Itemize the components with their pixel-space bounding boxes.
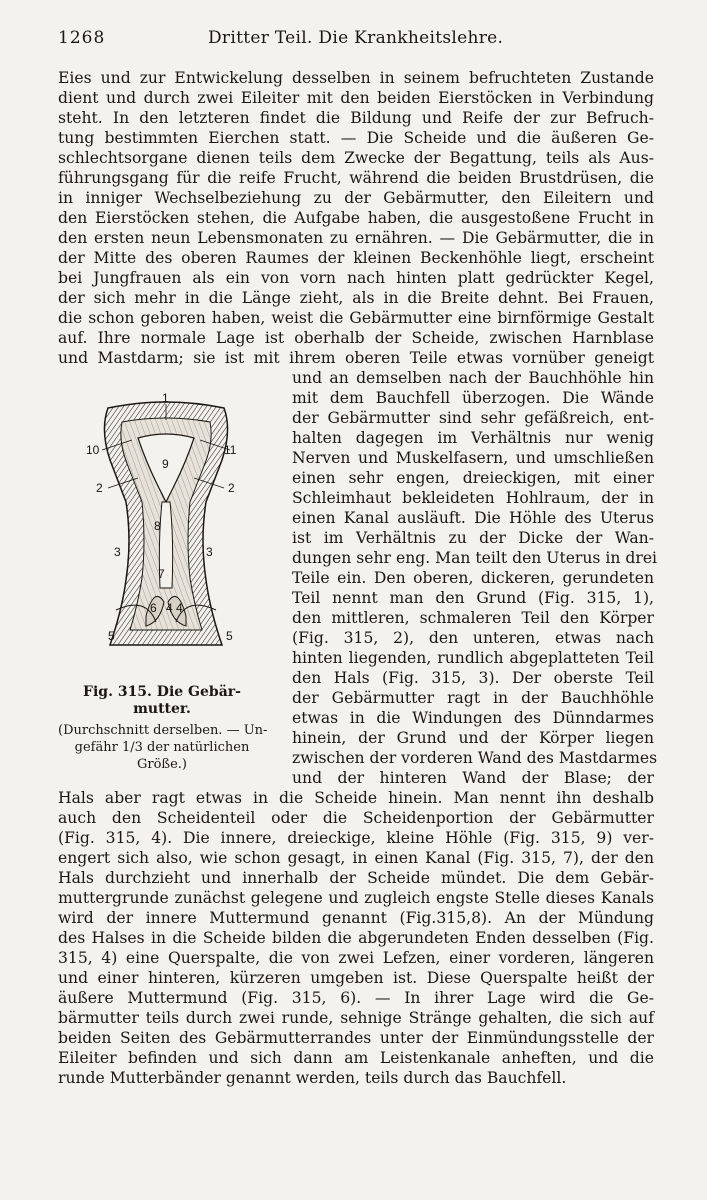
text-line: der Gebärmutter ragt in der Bauchhöhle <box>292 689 654 707</box>
text-line: hinein, der Grund und der Körper liegen <box>292 729 654 747</box>
running-title: Dritter Teil. Die Krankheitslehre. <box>208 28 504 48</box>
figure-label: 2 <box>96 481 103 495</box>
text-line: auf. Ihre normale Lage ist oberhalb der Scheide, zwischen Harnblase <box>58 329 654 347</box>
figure-label: 4 <box>176 601 183 615</box>
text-line: dungen sehr eng. Man teilt den Uterus in drei <box>292 549 658 567</box>
text-line: des Halses in die Scheide bilden die abgerundeten Enden desselben (Fig. <box>58 929 654 947</box>
text-line: einen sehr engen, dreieckigen, mit einer <box>292 469 654 487</box>
figure-caption-line: (Durchschnitt derselben. — Un- <box>58 723 268 738</box>
text-line: bärmutter teils durch zwei runde, sehnige Stränge gehalten, die sich auf <box>58 1009 654 1027</box>
figure-label: 8 <box>154 519 161 533</box>
text-line: äußere Muttermund (Fig. 315, 6). — In ihrer Lage wird die Ge- <box>58 989 654 1007</box>
text-line: muttergrunde zunächst gelegene und zugleich engste Stelle dieses Kanals <box>58 889 654 907</box>
text-line: etwas in die Windungen des Dünndarmes <box>292 709 654 727</box>
text-line: Hals durchzieht und innerhalb der Scheide mündet. Die dem Gebär- <box>58 869 654 887</box>
text-line: dient und durch zwei Eileiter mit den beiden Eierstöcken in Verbindung <box>58 89 654 107</box>
text-line: der Gebärmutter sind sehr gefäßreich, ent- <box>292 409 654 427</box>
figure-caption-title: mutter. <box>133 701 191 717</box>
text-line: Teile ein. Den oberen, dickeren, gerundeten <box>292 569 654 587</box>
text-line: Hals aber ragt etwas in die Scheide hinein. Man nennt ihn deshalb <box>58 789 654 807</box>
text-line: der Mitte des oberen Raumes der kleinen Beckenhöhle liegt, erscheint <box>58 249 654 267</box>
figure-label: 3 <box>206 545 213 559</box>
uterus-illustration <box>86 390 246 658</box>
text-line: beiden Seiten des Gebärmutterrandes unter der Einmündungsstelle der <box>58 1029 654 1047</box>
figure-label: 11 <box>224 443 237 457</box>
text-line: ist im Verhältnis zu der Dicke der Wan- <box>292 529 654 547</box>
text-line: und der hinteren Wand der Blase; der <box>292 769 654 787</box>
text-line: die schon geboren haben, weist die Gebärmutter eine birnförmige Gestalt <box>58 309 654 327</box>
figure-label: 5 <box>108 629 115 643</box>
figure-label: 10 <box>86 443 100 457</box>
text-line: engert sich also, wie schon gesagt, in einen Kanal (Fig. 315, 7), der den <box>58 849 654 867</box>
text-line: Nerven und Muskelfasern, und umschließen <box>292 449 654 467</box>
text-line: steht. In den letzteren findet die Bildung und Reife der zur Befruch- <box>58 109 654 127</box>
text-line: hinten liegenden, rundlich abgeplatteten Teil <box>292 649 654 667</box>
text-line: (Fig. 315, 4). Die innere, dreieckige, kleine Höhle (Fig. 315, 9) ver- <box>58 829 654 847</box>
figure-label: 9 <box>162 457 169 471</box>
text-line: führungsgang für die reife Frucht, während die beiden Brustdrüsen, die <box>58 169 654 187</box>
text-line: schlechtsorgane dienen teils dem Zwecke der Begattung, teils als Aus- <box>58 149 654 167</box>
figure-label: 2 <box>228 481 235 495</box>
text-line: und Mastdarm; sie ist mit ihrem oberen Teile etwas vornüber geneigt <box>58 349 654 367</box>
text-line: 315, 4) eine Querspalte, die von zwei Lefzen, einer vorderen, längeren <box>58 949 654 967</box>
figure-label: 1 <box>162 391 169 405</box>
figure-label: 5 <box>226 629 233 643</box>
text-line: den ersten neun Lebensmonaten zu ernähren. — Die Gebärmutter, die in <box>58 229 654 247</box>
figure-caption-line: Größe.) <box>136 757 187 772</box>
text-line: und einer hinteren, kürzeren umgeben ist. Diese Querspalte heißt der <box>58 969 654 987</box>
text-line: einen Kanal ausläuft. Die Höhle des Uterus <box>292 509 654 527</box>
figure-label: 6 <box>150 601 157 615</box>
text-line: Schleimhaut bekleideten Hohlraum, der in <box>292 489 654 507</box>
text-line: den mittleren, schmaleren Teil den Körper <box>292 609 654 627</box>
page-header <box>58 28 654 54</box>
text-line: der sich mehr in die Länge zieht, als in die Breite dehnt. Bei Frauen, <box>58 289 654 307</box>
figure-caption-title: Fig. 315. Die Gebär- <box>83 684 241 700</box>
figure-label: 4 <box>166 601 173 615</box>
text-line: (Fig. 315, 2), den unteren, etwas nach <box>292 629 654 647</box>
text-line: den Eierstöcken stehen, die Aufgabe haben, die ausgestoßene Frucht in <box>58 209 654 227</box>
text-line: in inniger Wechselbeziehung zu der Gebärmutter, den Eileitern und <box>58 189 654 207</box>
text-line: halten dagegen im Verhältnis nur wenig <box>292 429 654 447</box>
text-line: und an demselben nach der Bauchhöhle hin <box>292 369 654 387</box>
text-line: auch den Scheidenteil oder die Scheidenportion der Gebärmutter <box>58 809 654 827</box>
text-line: tung bestimmten Eierchen statt. — Die Scheide und die äußeren Ge- <box>58 129 654 147</box>
text-line: Eies und zur Entwickelung desselben in seinem befruchteten Zustande <box>58 69 654 87</box>
figure-label: 3 <box>114 545 121 559</box>
text-line: bei Jungfrauen als ein von vorn nach hinten platt gedrückter Kegel, <box>58 269 654 287</box>
text-line: Teil nennt man den Grund (Fig. 315, 1), <box>292 589 654 607</box>
text-line: den Hals (Fig. 315, 3). Der oberste Teil <box>292 669 654 687</box>
text-line: mit dem Bauchfell überzogen. Die Wände <box>292 389 654 407</box>
figure-label: 7 <box>158 567 165 581</box>
text-line: wird der innere Muttermund genannt (Fig.315,8). An der Mündung <box>58 909 654 927</box>
text-line: runde Mutterbänder genannt werden, teils durch das Bauchfell. <box>58 1069 567 1087</box>
figure-caption-line: gefähr 1/3 der natürlichen <box>74 740 250 755</box>
text-line: Eileiter befinden und sich dann am Leistenkanale anheften, und die <box>58 1049 654 1067</box>
text-line: zwischen der vorderen Wand des Mastdarmes <box>292 749 658 767</box>
page-number: 1268 <box>58 28 106 48</box>
